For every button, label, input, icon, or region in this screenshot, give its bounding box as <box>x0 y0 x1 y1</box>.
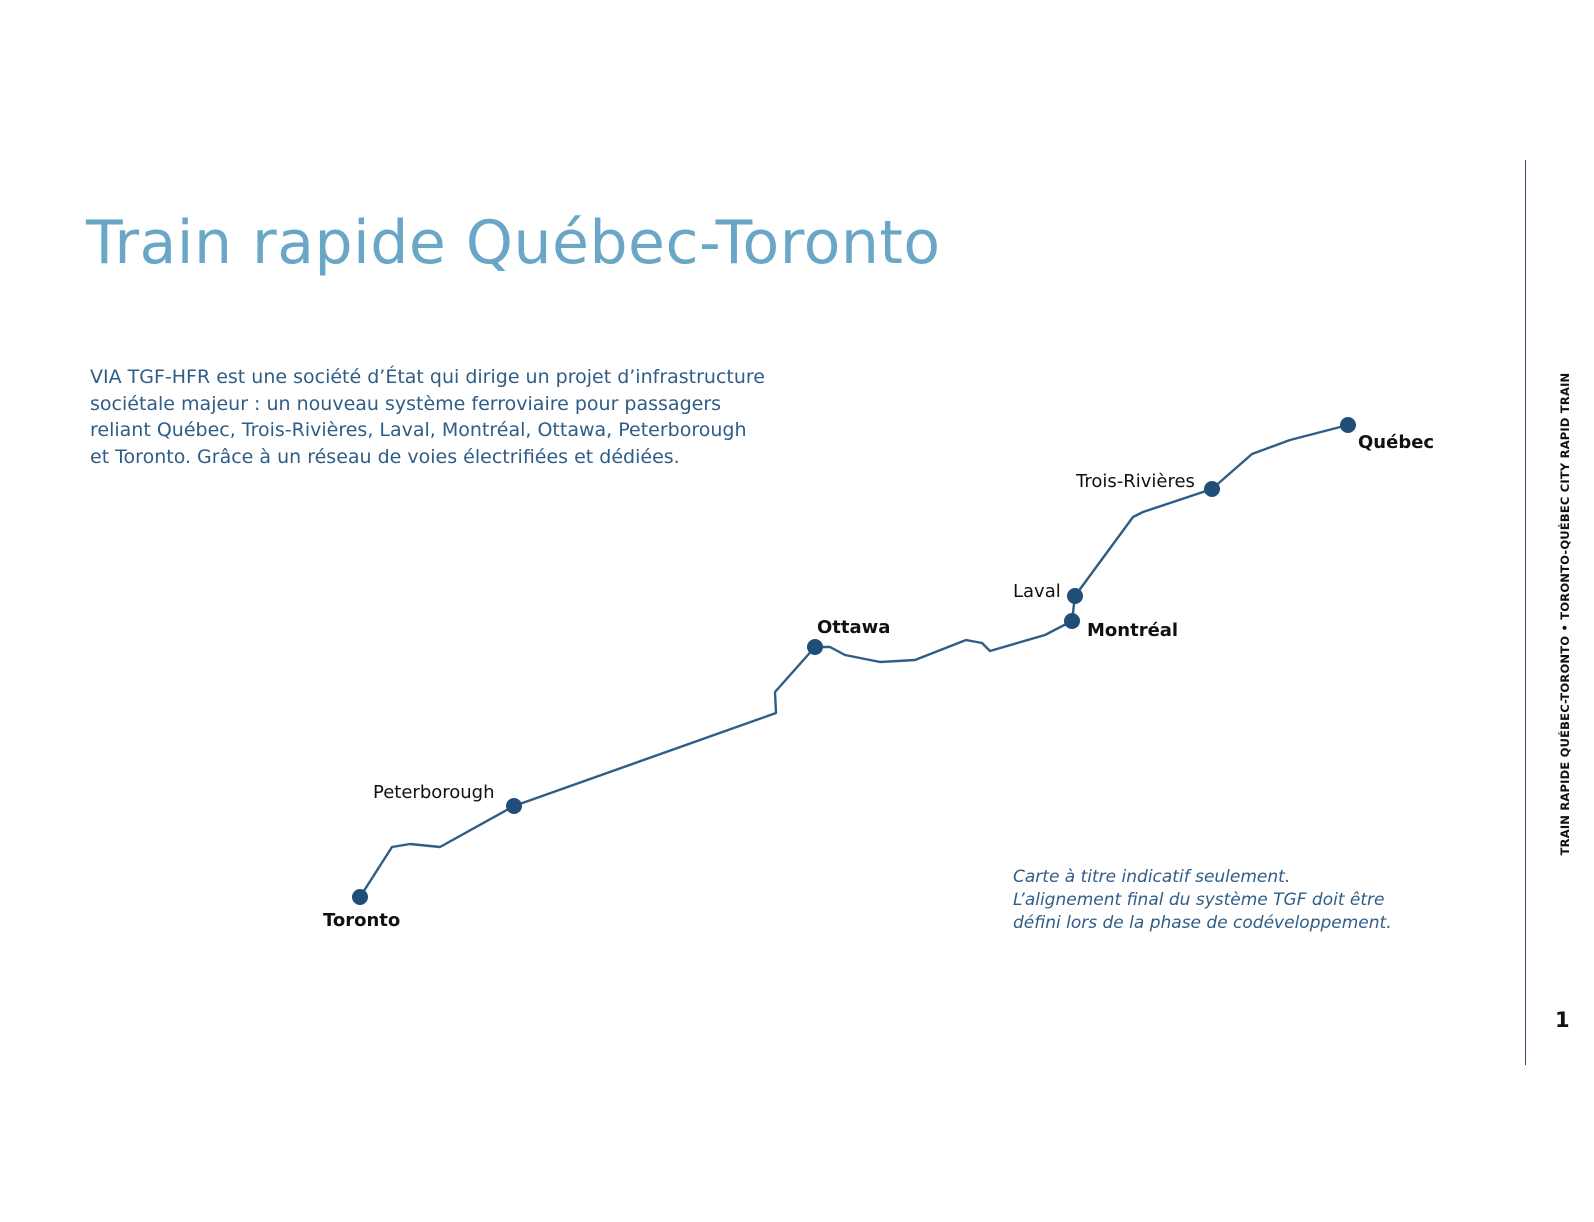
side-running-title: TRAIN RAPIDE QUÉBEC-TORONTO • TORONTO-QUÉBEC CITY RAPID TRAIN <box>1558 372 1572 856</box>
intro-line: sociétale majeur : un nouveau système ferroviaire pour passagers <box>90 392 722 415</box>
station-dot-laval <box>1067 588 1083 604</box>
map-disclaimer <box>1013 866 1392 935</box>
disclaimer-line: L’alignement final du système TGF doit être <box>1013 890 1385 910</box>
station-dot-peterborough <box>506 798 522 814</box>
page-number: 1 <box>1555 1008 1570 1032</box>
page-title: Train rapide Québec-Toronto <box>86 208 941 278</box>
station-dot-toronto <box>352 889 368 905</box>
station-dot-ottawa <box>807 639 823 655</box>
intro-line: VIA TGF-HFR est une société d’État qui dirige un projet d’infrastructure <box>90 366 765 388</box>
station-label-ottawa: Ottawa <box>817 617 891 638</box>
station-label-montreal: Montréal <box>1087 620 1179 641</box>
station-dot-quebec <box>1340 417 1356 433</box>
side-divider <box>1525 160 1526 1065</box>
intro-line: reliant Québec, Trois-Rivières, Laval, Montréal, Ottawa, Peterborough <box>90 419 747 441</box>
station-dot-montreal <box>1064 613 1080 629</box>
rail-route-line <box>360 425 1348 897</box>
station-label-laval: Laval <box>1013 581 1061 602</box>
station-dot-trois-rivieres <box>1204 481 1220 497</box>
disclaimer-line: Carte à titre indicatif seulement. <box>1013 867 1291 887</box>
disclaimer-line: défini lors de la phase de codéveloppement. <box>1013 913 1392 933</box>
intro-line: et Toronto. Grâce à un réseau de voies électrifiées et dédiées. <box>90 445 680 468</box>
station-label-trois-rivieres: Trois-Rivières <box>1076 471 1195 492</box>
station-label-quebec: Québec <box>1358 432 1435 453</box>
station-label-peterborough: Peterborough <box>373 782 495 803</box>
station-label-toronto: Toronto <box>323 910 401 931</box>
